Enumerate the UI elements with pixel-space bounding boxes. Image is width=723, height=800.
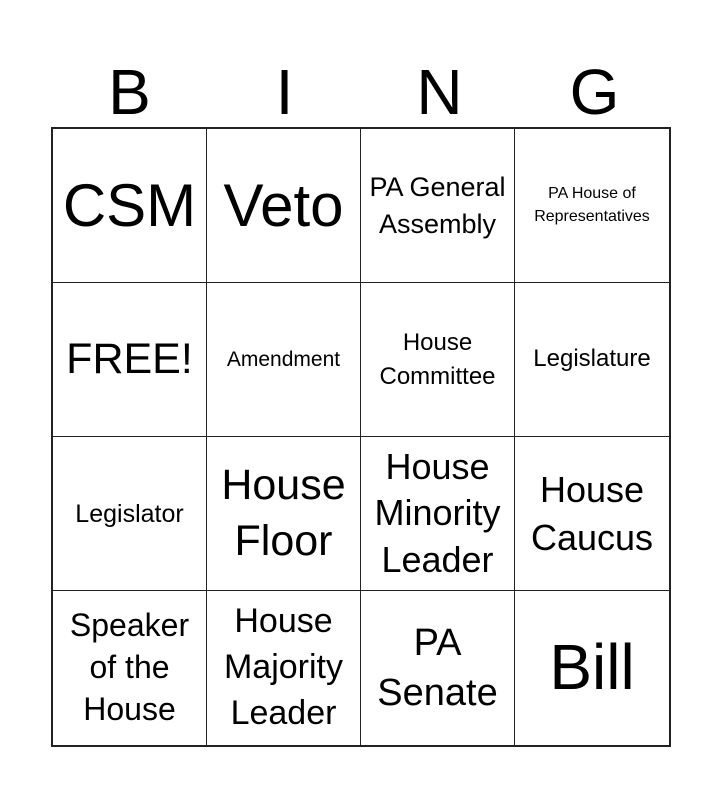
bingo-cell-text: House Floor [221,460,346,565]
bingo-cell-text: FREE! [66,334,193,383]
bingo-cell-text: Bill [549,631,635,704]
bingo-cell-text: House Minority Leader [374,446,501,580]
bingo-cell[interactable] [207,129,361,283]
bingo-header [52,52,672,132]
bingo-cell-text: Legislature [533,345,651,373]
bingo-cell-text: Amendment [226,347,341,371]
bingo-cell[interactable] [515,283,669,437]
header-letter-g: G [569,56,620,128]
header-letter-n: N [416,56,463,128]
bingo-cell[interactable] [207,283,361,437]
bingo-cell-text: CSM [62,172,197,239]
header-letter-i: I [275,56,294,128]
bingo-cell-text: PA Senate [377,621,498,714]
bingo-cell-text: Speaker of the House [69,607,190,727]
bingo-cell-text: Legislator [75,499,184,528]
bingo-cell[interactable] [361,437,515,591]
bingo-cell-free[interactable] [53,283,207,437]
bingo-cell-text: PA General Assembly [369,171,506,239]
bingo-cell-text: House Majority Leader [223,602,344,732]
bingo-cell[interactable] [361,591,515,745]
bingo-cell[interactable] [53,591,207,745]
bingo-cell[interactable] [53,129,207,283]
bingo-cell-text: House Caucus [530,468,654,558]
bingo-cell[interactable] [207,591,361,745]
bingo-cell-text: House Committee [379,329,496,390]
bingo-cell[interactable] [515,437,669,591]
bingo-cell-text: Veto [223,172,344,239]
bingo-cell[interactable] [515,591,669,745]
bingo-cell[interactable] [361,283,515,437]
bingo-cell[interactable] [515,129,669,283]
bingo-cell[interactable] [207,437,361,591]
bingo-cell-text: PA House of Representatives [534,185,650,225]
header-letter-b: B [108,56,151,128]
bingo-card-grid [51,127,671,747]
bingo-cell[interactable] [361,129,515,283]
bingo-cell[interactable] [53,437,207,591]
